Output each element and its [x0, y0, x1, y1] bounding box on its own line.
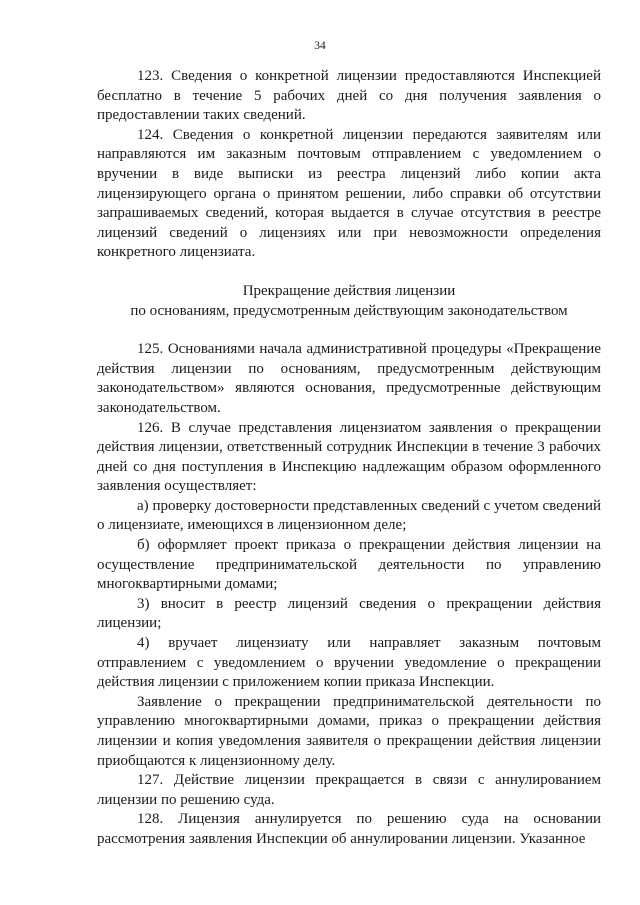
list-item-4: 4) вручает лицензиату или направляет заказным почтовым отправлением с уведомлением о вручении уведомление о прекращении действия лицензии с приложением копии приказа Инспекции.: [97, 635, 601, 691]
paragraph-127: 127. Действие лицензии прекращается в связи с аннулированием лицензии по решению суда.: [97, 772, 601, 808]
document-body: [97, 67, 601, 850]
paragraph-123: 123. Сведения о конкретной лицензии предоставляются Инспекцией бесплатно в течение 5 рабочих дней со дня получения заявления о предоставлении таких сведений.: [97, 68, 601, 124]
paragraph-124: 124. Сведения о конкретной лицензии передаются заявителям или направляются им заказным почтовым отправлением с уведомлением о вручении в виде выписки из реестра лицензий либо копии акта лицензирующего органа о принятом решении, либо справки об отсутствии запрашиваемых сведений, которая выдается в случае отсутствия в реестре лицензий сведений о лицензиях или при невозможности определения конкретного лицензиата.: [97, 126, 601, 261]
list-item-b: б) оформляет проект приказа о прекращении действия лицензии на осуществление предпринимательской деятельности по управлению многоквартирными домами;: [97, 537, 601, 593]
paragraph-126: 126. В случае представления лицензиатом заявления о прекращении действия лицензии, ответственный сотрудник Инспекции в течение 3 рабочих дней со дня поступления в Инспекцию надлежащим образом оформленного заявления осуществляет:: [97, 419, 601, 495]
section-heading-line-2: по основаниям, предусмотренным действующим законодательством: [130, 302, 568, 319]
page-number: 34: [314, 40, 326, 52]
paragraph-128: 128. Лицензия аннулируется по решению суда на основании рассмотрения заявления Инспекции об аннулировании лицензии. Указанное: [97, 811, 601, 847]
paragraph-125: 125. Основаниями начала административной процедуры «Прекращение действия лицензии по основаниям, предусмотренным действующим законодательством» являются основания, предусмотренные действующим законодательством.: [97, 341, 601, 416]
section-heading-line-1: Прекращение действия лицензии: [242, 282, 456, 299]
section-heading: [97, 282, 601, 321]
list-item-a: а) проверку достоверности представленных сведений с учетом сведений о лицензиате, имеющихся в лицензионном деле;: [97, 497, 601, 534]
list-item-3: 3) вносит в реестр лицензий сведения о прекращении действия лицензии;: [97, 595, 601, 632]
paragraph-application-note: Заявление о прекращении предпринимательской деятельности по управлению многоквартирными домами, приказ о прекращении действия лицензии и копия уведомления заявителя о прекращении действия лицензии приобщаются к лицензионному делу.: [97, 693, 601, 769]
